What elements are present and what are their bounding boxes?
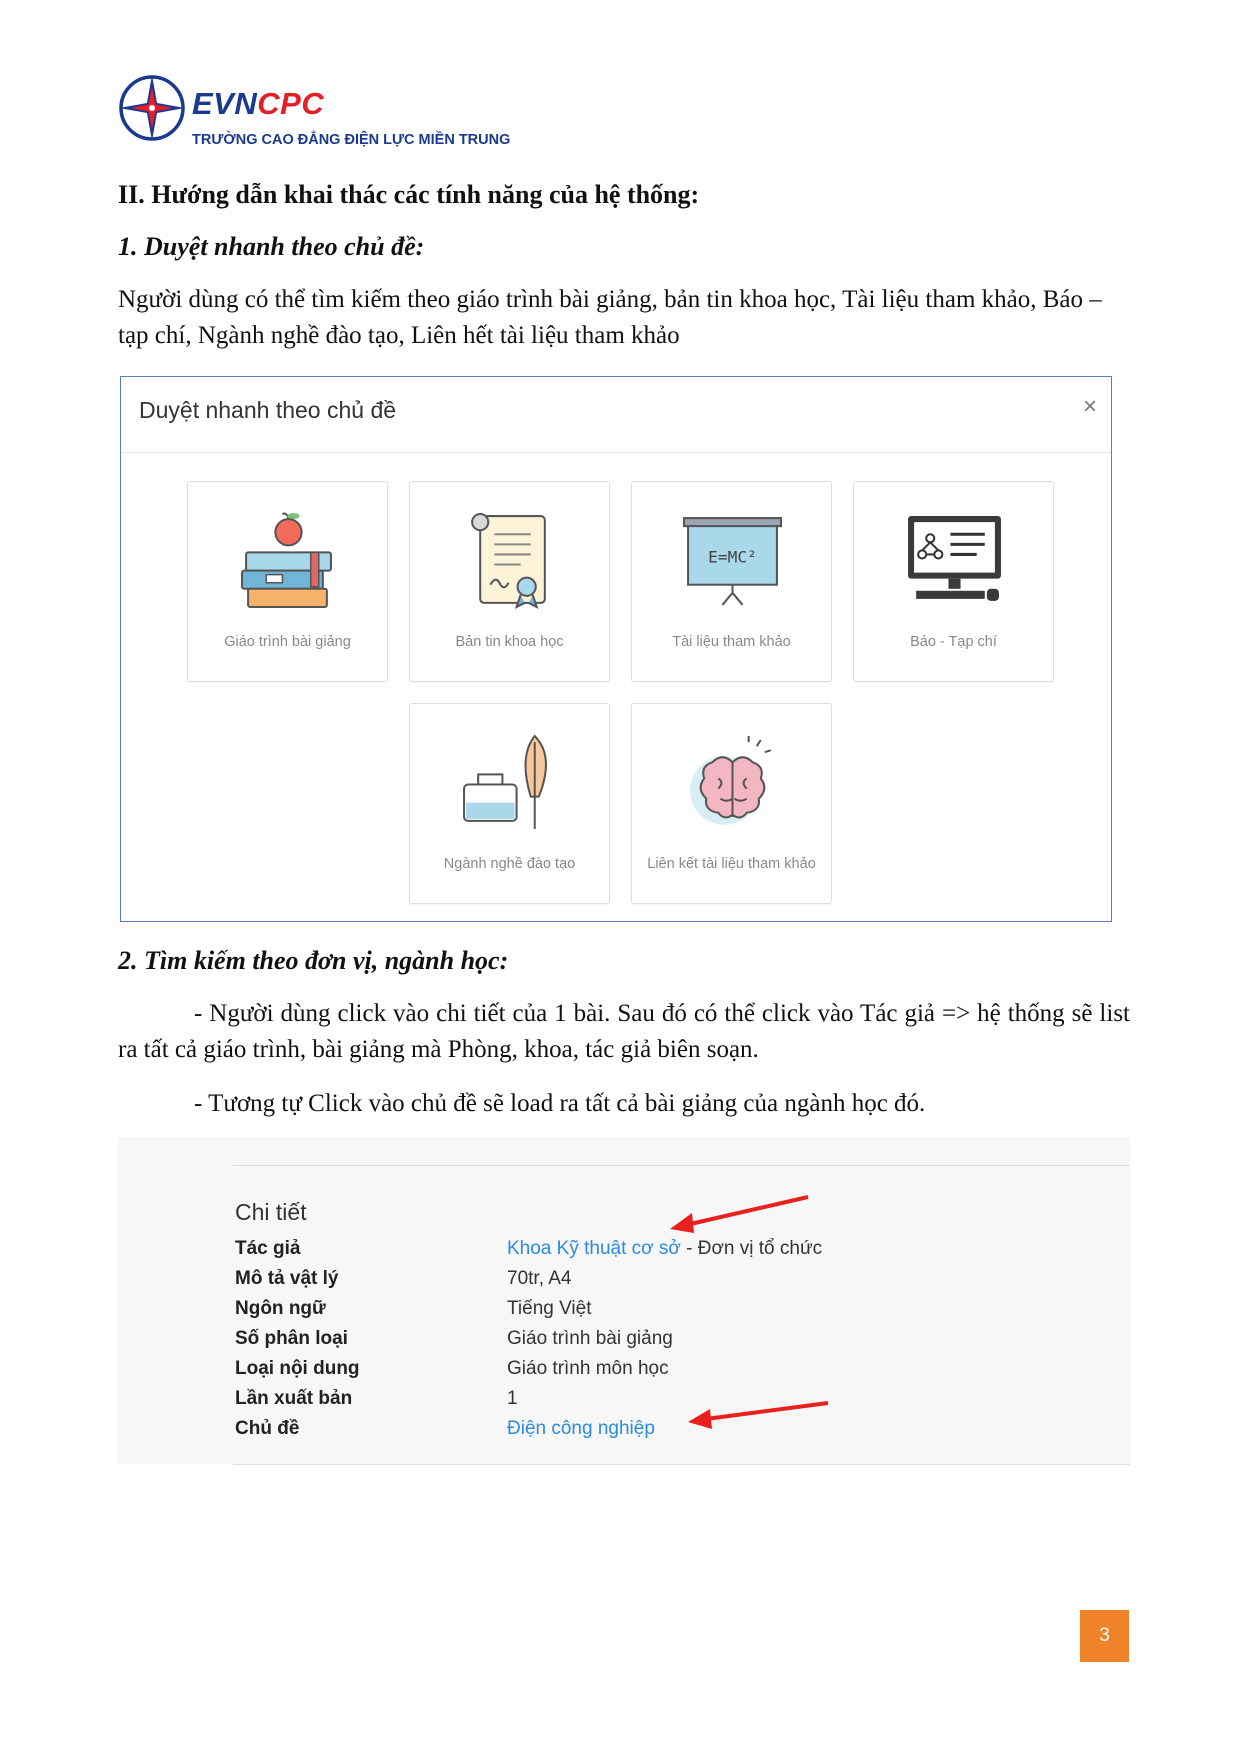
section1-title: 1. Duyệt nhanh theo chủ đề: [118, 232, 425, 261]
value-ngon-ngu: Tiếng Việt [507, 1298, 592, 1319]
author-link[interactable]: Khoa Kỹ thuật cơ sở [507, 1238, 681, 1259]
evn-logo-icon [117, 73, 187, 143]
tile-label: Liên kết tài liệu tham khảo [647, 856, 816, 872]
label-loai-noi-dung: Loại nội dung [235, 1358, 360, 1379]
divider-bottom [233, 1464, 1130, 1465]
red-arrow-icon [678, 1395, 838, 1435]
modal-header [121, 377, 1111, 453]
author-rest: - Đơn vị tổ chức [680, 1238, 823, 1259]
tile-label: Bản tin khoa học [455, 634, 564, 650]
ink-feather-icon [460, 732, 561, 833]
section2-bullet2: - Tương tự Click vào chủ đề sẽ load ra tất cả bài giảng của ngành học đó. [194, 1090, 926, 1117]
label-chu-de: Chủ đề [235, 1418, 300, 1439]
divider-top [233, 1165, 1130, 1166]
modal-title: Duyệt nhanh theo chủ đề [139, 397, 397, 423]
label-so-phan-loai: Số phân loại [235, 1328, 348, 1349]
detail-panel [118, 1137, 1130, 1464]
label-ngon-ngu: Ngôn ngữ [235, 1298, 326, 1319]
computer-monitor-icon [904, 510, 1005, 611]
tile-nganh-nghe[interactable] [409, 703, 610, 904]
tile-label: Tài liệu tham khảo [672, 634, 791, 650]
brain-icon [682, 732, 783, 833]
page-number: 3 [1080, 1610, 1129, 1662]
section-title: II. Hướng dẫn khai thác các tính năng của hệ thống: [118, 180, 700, 209]
tile-label: Báo - Tạp chí [910, 634, 997, 650]
books-apple-icon [238, 510, 339, 611]
value-lan-xuat-ban: 1 [507, 1388, 518, 1409]
school-name: TRƯỜNG CAO ĐẲNG ĐIỆN LỰC MIỀN TRUNG [192, 132, 511, 148]
quick-browse-modal [120, 376, 1112, 922]
tile-giao-trinh[interactable] [187, 481, 388, 682]
section2-title: 2. Tìm kiếm theo đơn vị, ngành học: [118, 946, 509, 975]
tile-label: Giáo trình bài giảng [224, 634, 351, 650]
value-so-phan-loai: Giáo trình bài giảng [507, 1328, 673, 1349]
label-tac-gia: Tác giả [235, 1238, 301, 1259]
certificate-scroll-icon [460, 510, 561, 611]
tile-tai-lieu[interactable] [631, 481, 832, 682]
section2-bullet1: - Người dùng click vào chi tiết của 1 bài. Sau đó có thể click vào Tác giả => hệ thống sẽ list ra tất cả giáo trình, bài giảng mà Phòng, khoa, tác giả biên soạn. [118, 1000, 1130, 1063]
detail-heading: Chi tiết [235, 1199, 307, 1225]
label-lan-xuat-ban: Lần xuất bản [235, 1388, 353, 1409]
value-chu-de [507, 1418, 655, 1440]
brand-cpc: CPC [257, 86, 325, 121]
brand-name [192, 86, 324, 122]
value-tac-gia [507, 1238, 822, 1260]
red-arrow-icon [658, 1191, 818, 1241]
close-icon[interactable]: × [1082, 393, 1097, 420]
brand-evn: EVN [192, 86, 258, 121]
section1-paragraph: Người dùng có thể tìm kiếm theo giáo trình bài giảng, bản tin khoa học, Tài liệu tham khảo, Báo – tạp chí, Ngành nghề đào tạo, Liên hết tài liệu tham khảo [118, 286, 1102, 349]
label-mo-ta: Mô tả vật lý [235, 1268, 339, 1289]
value-loai-noi-dung: Giáo trình môn học [507, 1358, 669, 1379]
tile-ban-tin[interactable] [409, 481, 610, 682]
value-mo-ta: 70tr, A4 [507, 1268, 572, 1289]
topic-link[interactable]: Điện công nghiệp [507, 1418, 655, 1439]
tile-label: Ngành nghề đào tạo [443, 856, 576, 872]
tile-bao-tap-chi[interactable] [853, 481, 1054, 682]
whiteboard-formula-icon [682, 510, 783, 611]
formula-text: E=MC² [708, 547, 757, 567]
tile-lien-ket[interactable] [631, 703, 832, 904]
